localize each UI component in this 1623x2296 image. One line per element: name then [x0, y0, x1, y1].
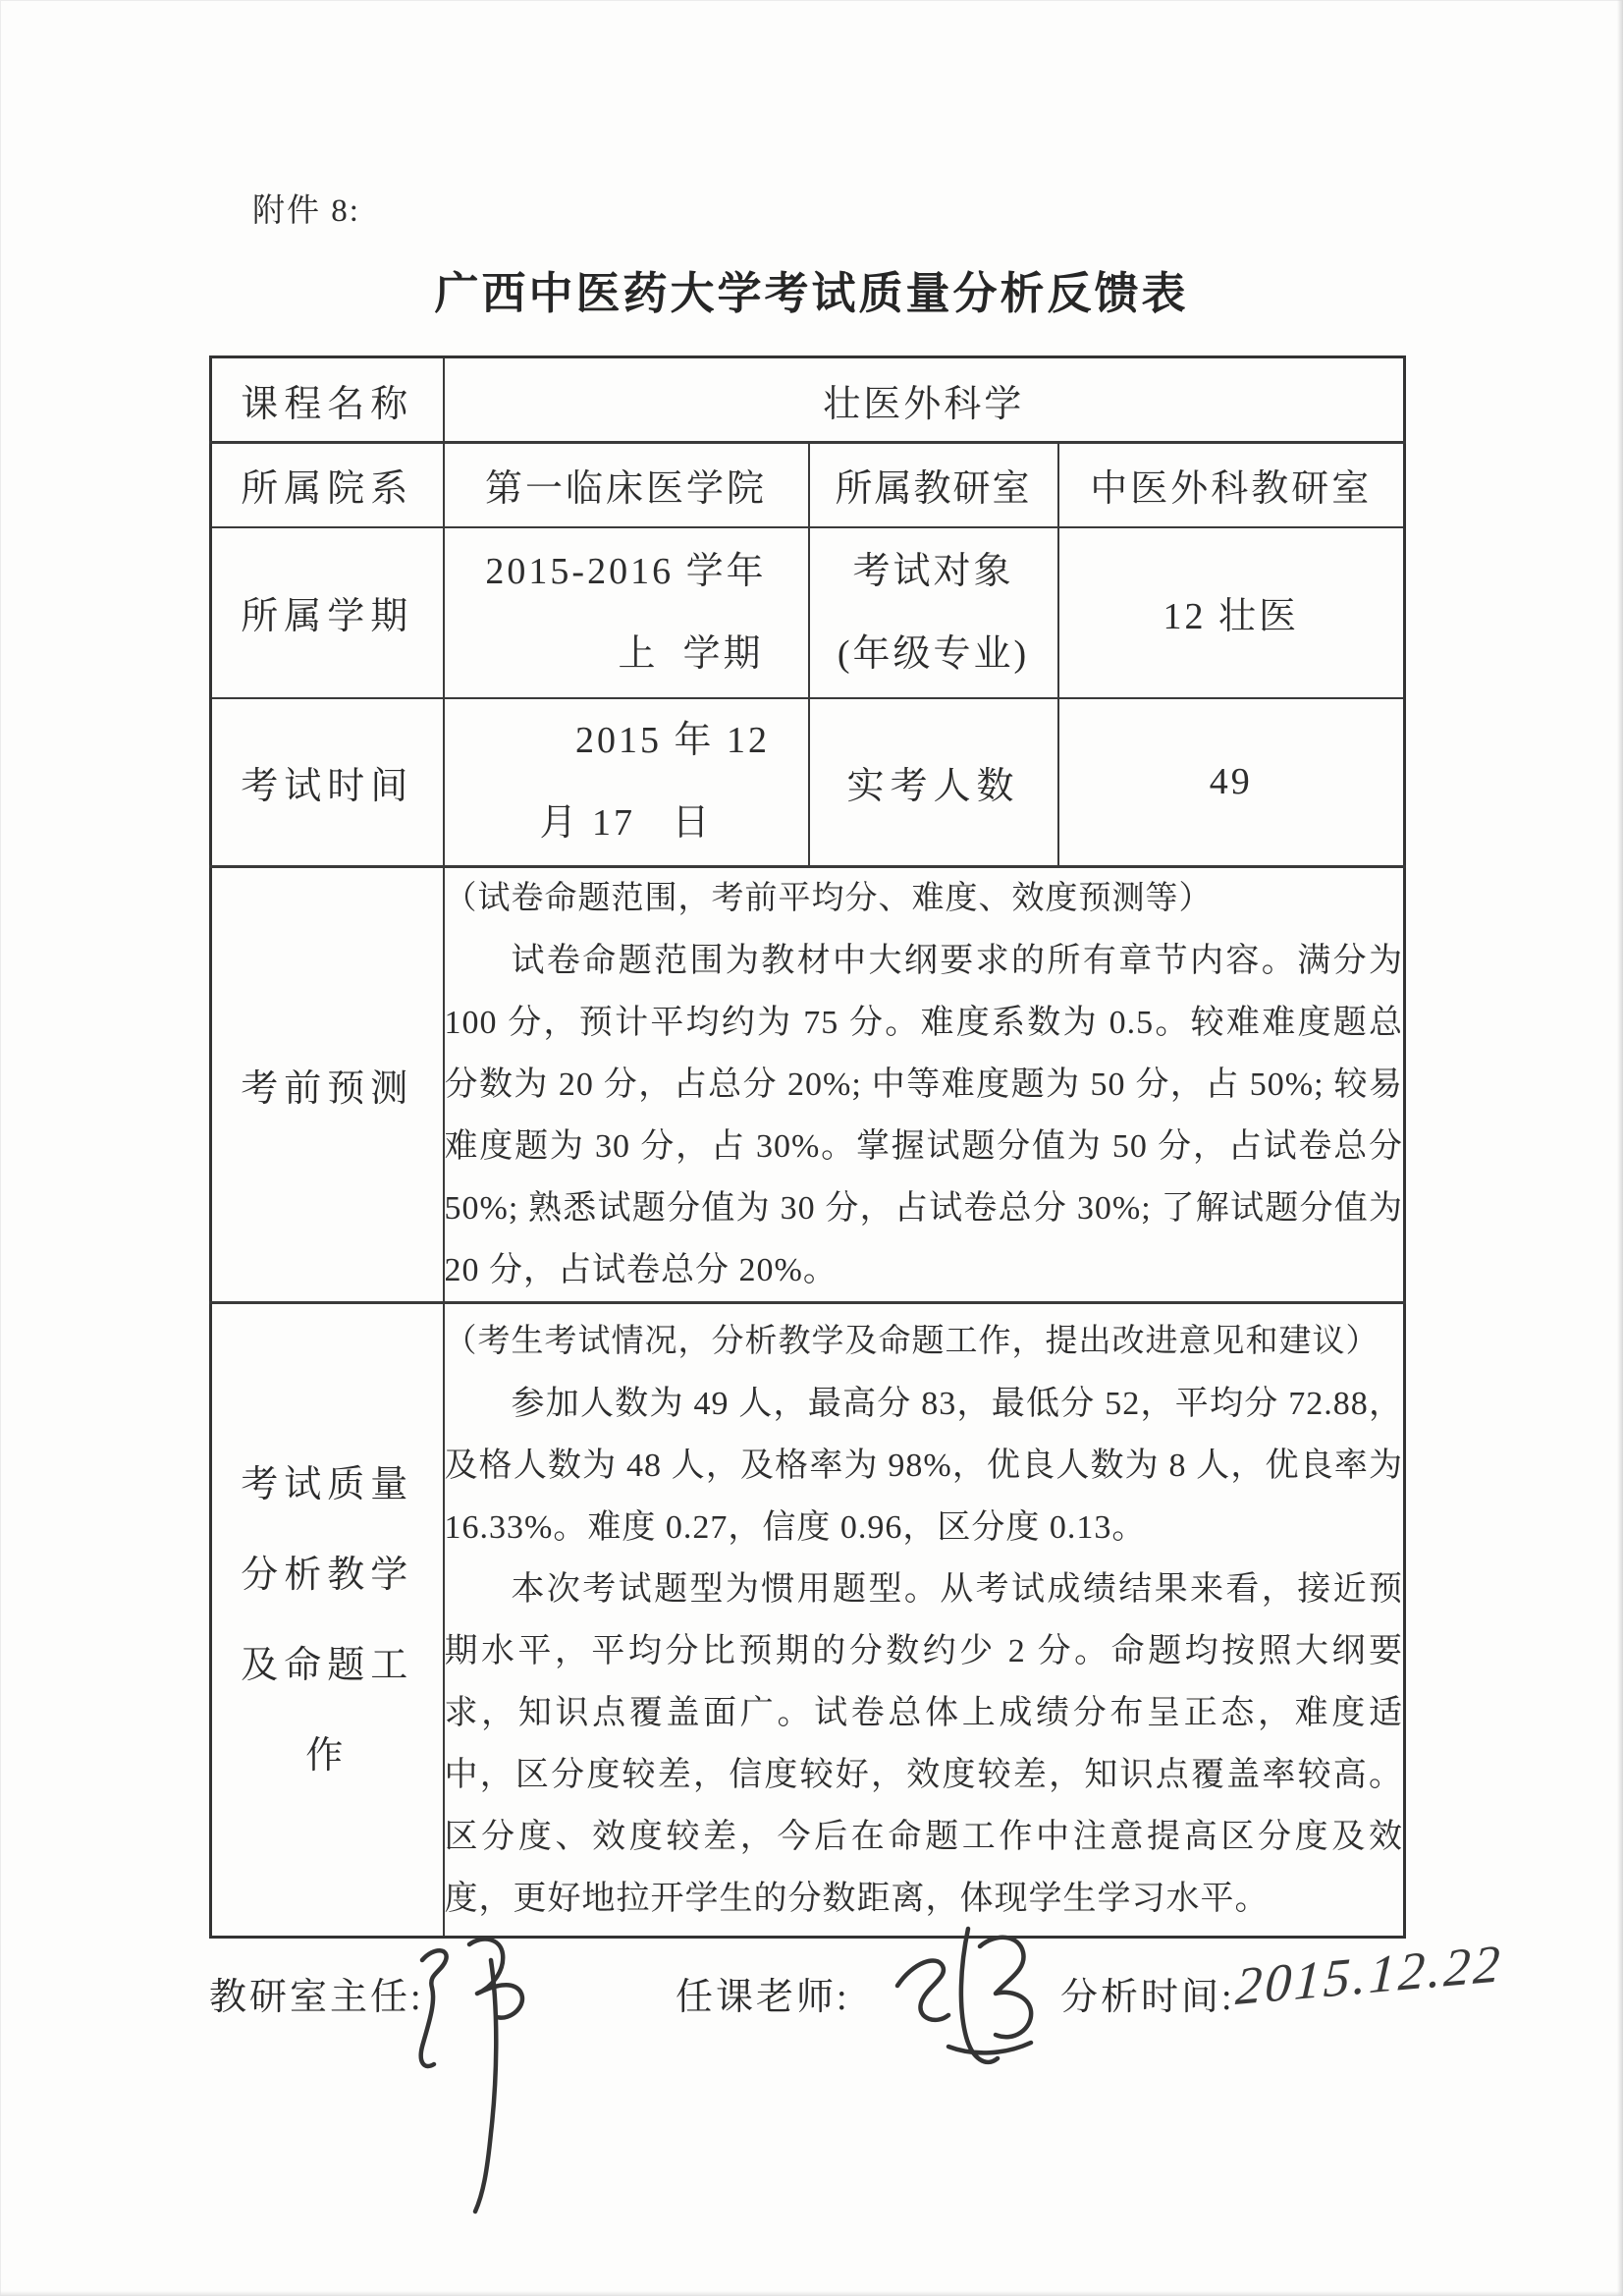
actual-examinees-label: 实考人数 — [809, 698, 1058, 867]
table-row-department — [211, 443, 1405, 527]
quality-analysis-label: 考试质量 分析教学 及命题工 作 — [211, 1303, 444, 1938]
analysis-time-handwritten-value: 2015.12.22 — [1233, 1933, 1505, 2017]
table-row-pre-exam-prediction — [211, 867, 1405, 1303]
pre-exam-prediction-label: 考前预测 — [211, 867, 444, 1303]
actual-examinees-value: 49 — [1058, 698, 1405, 867]
table-row-quality-analysis — [211, 1303, 1405, 1938]
page-title: 广西中医药大学考试质量分析反馈表 — [434, 268, 1189, 318]
exam-time-label: 考试时间 — [211, 698, 444, 867]
course-name-value: 壮医外科学 — [444, 357, 1405, 443]
course-name-label: 课程名称 — [211, 357, 444, 443]
pre-exam-prediction-paragraph: 试卷命题范围为教材中大纲要求的所有章节内容。满分为 100 分，预计平均约为 75 分。难度系数为 0.5。较难难度题总分数为 20 分，占总分 20%; 中等难度题为 50 分，占 50%; 较易难度题为 30 分，占 30%。掌握试题分值为 50 分，占试卷总分 50%; 熟悉试题分值为 30 分，占试卷总分 30%; 了解试题分值为 20 分，占试卷总分 20%。 — [444, 943, 1403, 1288]
table-row-exam-time — [211, 698, 1405, 867]
semester-label: 所属学期 — [211, 527, 444, 698]
teaching-office-value: 中医外科教研室 — [1058, 443, 1405, 527]
analysis-time-label: 分析时间: — [1060, 1977, 1235, 2018]
table-row-course — [211, 357, 1405, 443]
teacher-signature-scrawl-icon — [884, 1915, 1051, 2092]
department-value: 第一临床医学院 — [444, 443, 809, 527]
pre-exam-prediction-content — [444, 867, 1405, 1303]
teaching-office-label: 所属教研室 — [809, 443, 1058, 527]
pre-exam-prediction-note: （试卷命题范围，考前平均分、难度、效度预测等） — [444, 881, 1213, 916]
quality-analysis-content — [444, 1303, 1405, 1938]
quality-analysis-paragraph-1: 参加人数为 49 人，最高分 83，最低分 52，平均分 72.88，及格人数为 48 人，及格率为 98%，优良人数为 8 人，优良率为 16.33%。难度 0.27，信度 0.96，区分度 0.13。 — [444, 1385, 1403, 1546]
exam-time-value: 2015 年 12 月 17 日 — [444, 698, 809, 867]
quality-analysis-paragraph-2: 本次考试题型为惯用题型。从考试成绩结果来看，接近预期水平，平均分比预期的分数约少 2 分。命题均按照大纲要求，知识点覆盖面广。试卷总体上成绩分布呈正态，难度适中，区分度较差，信度较好，效度较差，知识点覆盖率较高。区分度、效度较差，今后在命题工作中注意提高区分度及效度，更好地拉开学生的分数距离，体现学生学习水平。 — [444, 1570, 1403, 1917]
table-row-semester — [211, 527, 1405, 698]
director-signature-scrawl-icon — [401, 1927, 548, 2221]
exam-target-value: 12 壮医 — [1058, 527, 1405, 698]
director-label: 教研室主任: — [209, 1977, 424, 2018]
quality-analysis-note: （考生考试情况，分析教学及命题工作，提出改进意见和建议） — [444, 1323, 1380, 1359]
teacher-label: 任课老师: — [676, 1977, 850, 2018]
exam-quality-feedback-table — [209, 355, 1406, 1939]
exam-target-label: 考试对象 (年级专业) — [809, 527, 1058, 698]
department-label: 所属院系 — [211, 443, 444, 527]
semester-value: 2015-2016 学年 上 学期 — [444, 527, 809, 698]
attachment-label: 附件 8: — [252, 193, 360, 229]
